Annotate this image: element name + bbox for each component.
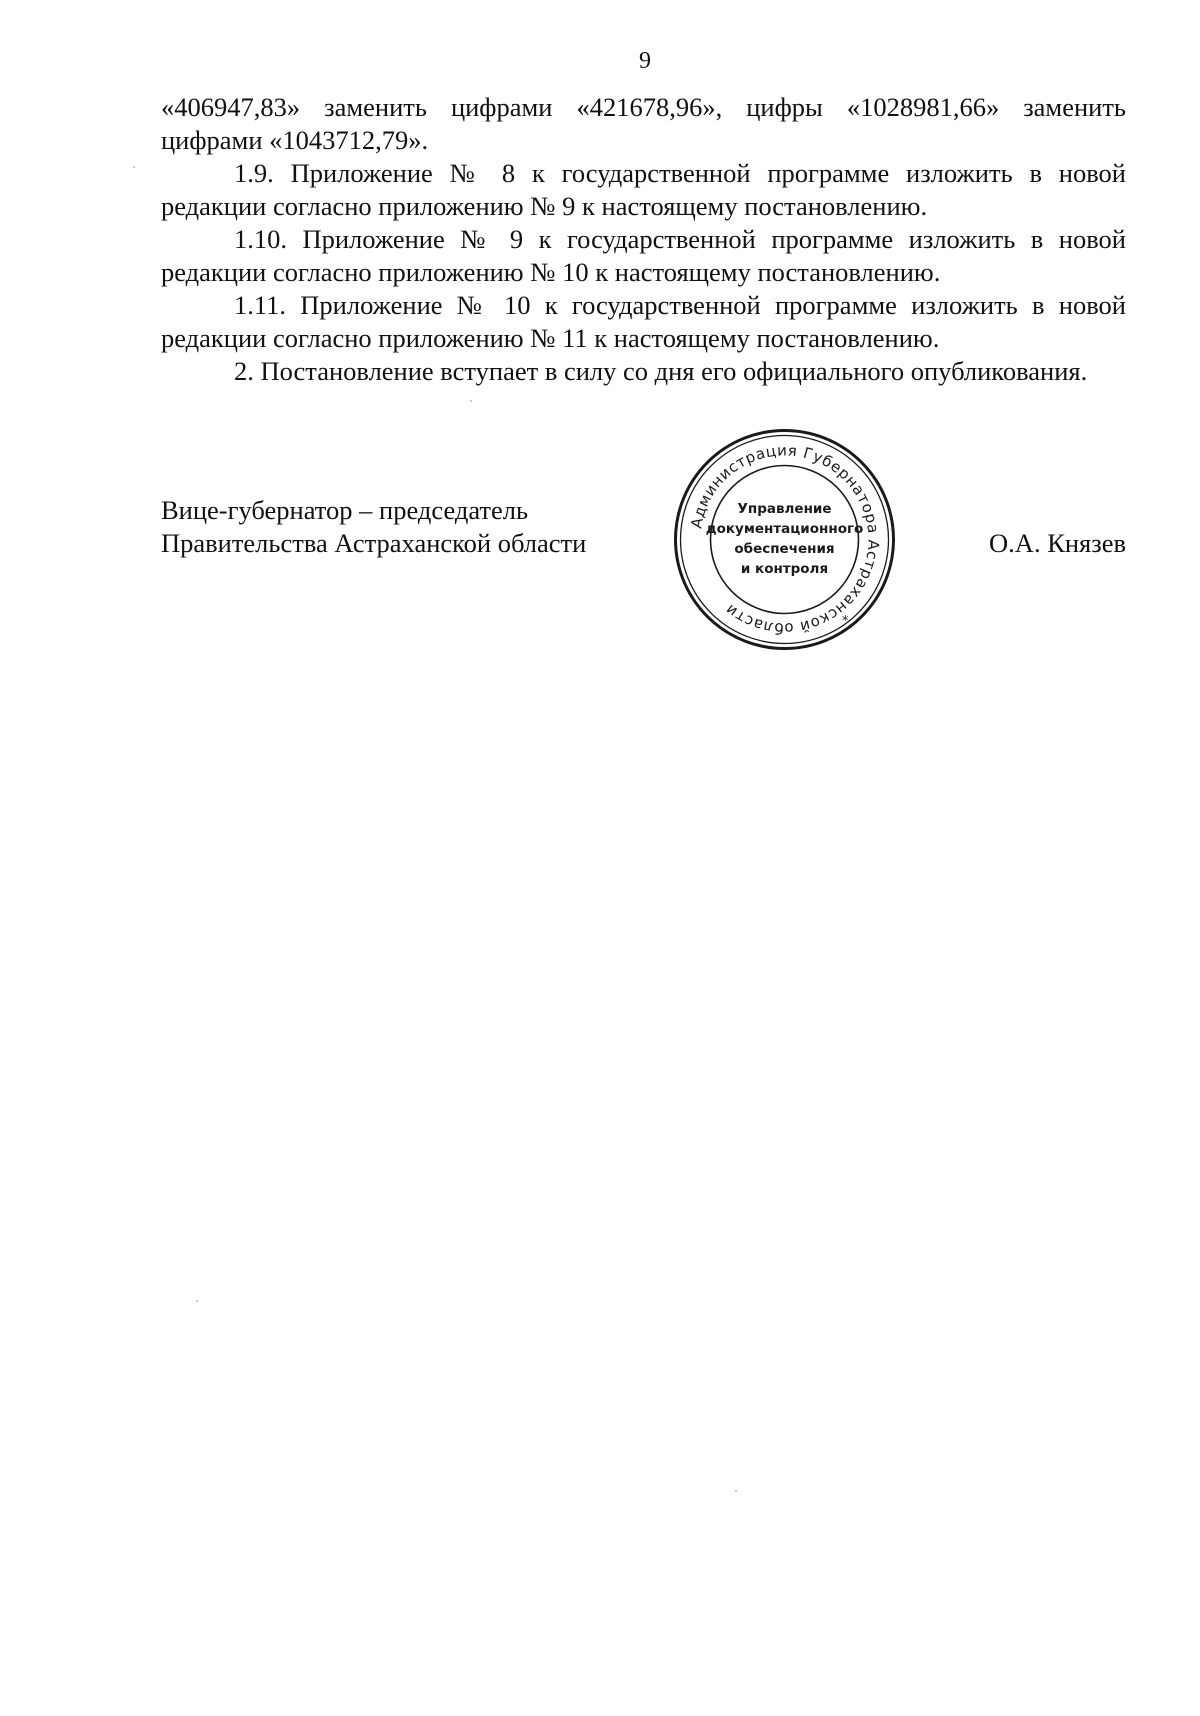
seal-center-line-3: обеспечения (734, 541, 835, 557)
official-seal-stamp (672, 427, 897, 652)
seal-center-line-2: документационного (705, 521, 864, 537)
seal-outer-text: Администрация Губернатора Астраханской области (687, 441, 883, 638)
signatory-position-line-1: Вице-губернатор – председатель (161, 495, 529, 525)
page-number: 9 (639, 48, 651, 74)
document-body (161, 91, 1126, 388)
paragraph-2-effective: 2. Постановление вступает в силу со дня его официального опубликования. (234, 356, 1088, 386)
paragraph-replace-figures: «406947,83» заменить цифрами «421678,96», цифры «1028981,66» заменить цифрами «1043712,79». (161, 92, 1126, 155)
scan-speck (735, 1490, 737, 1492)
seal-center-line-1: Управление (737, 501, 832, 517)
signatory-position (161, 494, 586, 560)
scan-speck (196, 1300, 198, 1302)
signatory-position-line-2: Правительства Астраханской области (161, 528, 587, 558)
scan-speck (470, 400, 472, 402)
scan-speck (133, 166, 135, 168)
paragraph-1-10: 1.10. Приложение № 9 к государственной программе изложить в новой редакции согласно приложению № 10 к настоящему постановлению. (161, 224, 1126, 287)
seal-star-icon: * (842, 614, 849, 629)
seal-center-line-4: и контроля (740, 561, 829, 577)
paragraph-1-9: 1.9. Приложение № 8 к государственной программе изложить в новой редакции согласно приложению № 9 к настоящему постановлению. (161, 158, 1126, 221)
signatory-name: О.А. Князев (989, 528, 1126, 558)
paragraph-1-11: 1.11. Приложение № 10 к государственной программе изложить в новой редакции согласно приложению № 11 к настоящему постановлению. (161, 290, 1126, 353)
